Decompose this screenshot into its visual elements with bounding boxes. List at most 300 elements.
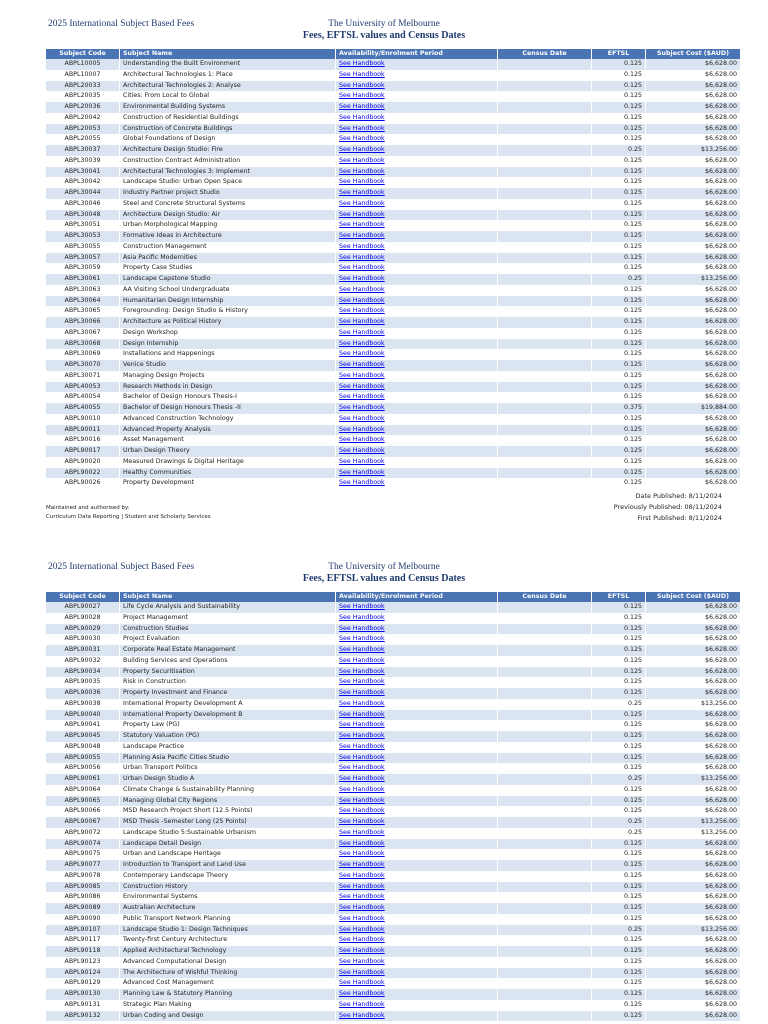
census-date-cell — [498, 339, 592, 350]
table-row — [46, 349, 741, 360]
availability-cell — [336, 710, 498, 721]
see-handbook-link[interactable]: See Handbook — [339, 957, 385, 965]
availability-cell — [336, 478, 498, 489]
subject-code-cell: ABPL20042 — [46, 113, 120, 124]
table-row — [46, 478, 741, 489]
subject-cost-cell: $6,628.00 — [646, 978, 741, 989]
see-handbook-link[interactable]: See Handbook — [339, 1011, 385, 1019]
see-handbook-link[interactable]: See Handbook — [339, 436, 385, 444]
subject-code-cell: ABPL40054 — [46, 392, 120, 403]
subject-name-cell: Building Services and Operations — [120, 656, 336, 667]
subject-code-cell: ABPL90077 — [46, 860, 120, 871]
table-row — [46, 989, 741, 1000]
census-date-cell — [498, 435, 592, 446]
see-handbook-link[interactable]: See Handbook — [339, 189, 385, 196]
subject-code-cell: ABPL30053 — [46, 231, 120, 242]
subject-code-cell: ABPL90030 — [46, 634, 120, 645]
subject-name-cell: Architectural Technologies 1: Place — [120, 70, 336, 81]
see-handbook-link[interactable]: See Handbook — [339, 979, 385, 987]
see-handbook-link[interactable]: See Handbook — [339, 689, 385, 696]
table-row — [46, 403, 741, 414]
see-handbook-link[interactable]: See Handbook — [339, 275, 385, 282]
see-handbook-link[interactable]: See Handbook — [339, 893, 385, 901]
see-handbook-link[interactable]: See Handbook — [339, 775, 385, 782]
availability-cell — [336, 731, 498, 742]
subject-name-cell: Introduction to Transport and Land Use — [120, 860, 336, 871]
subject-code-cell: ABPL30057 — [46, 253, 120, 264]
availability-cell — [336, 91, 498, 102]
subject-code-cell: ABPL30068 — [46, 339, 120, 350]
availability-cell — [336, 81, 498, 92]
table-row — [46, 306, 741, 317]
subject-name-cell: Environmental Systems — [120, 892, 336, 903]
table-row — [46, 59, 741, 70]
census-date-cell — [498, 710, 592, 721]
subject-cost-cell: $6,628.00 — [646, 849, 741, 860]
subject-cost-cell: $6,628.00 — [646, 360, 741, 371]
see-handbook-link[interactable]: See Handbook — [339, 296, 385, 304]
column-header-subject-name: Subject Name — [120, 592, 336, 602]
subject-cost-cell: $6,628.00 — [646, 435, 741, 446]
subject-name-cell: Contemporary Landscape Theory — [120, 871, 336, 882]
census-date-cell — [498, 263, 592, 274]
see-handbook-link[interactable]: See Handbook — [339, 414, 385, 422]
subject-name-cell: Advanced Property Analysis — [120, 425, 336, 436]
census-date-cell — [498, 457, 592, 468]
subject-cost-cell: $6,628.00 — [646, 742, 741, 753]
subject-name-cell: Property Development — [120, 478, 336, 489]
subject-code-cell: ABPL30071 — [46, 371, 120, 382]
subject-cost-cell: $6,628.00 — [646, 731, 741, 742]
census-date-cell — [498, 124, 592, 135]
see-handbook-link[interactable]: See Handbook — [339, 92, 385, 100]
document-subtitle: 2025 International Subject Based Fees — [48, 19, 195, 29]
census-date-cell — [498, 731, 592, 742]
eftsl-cell: 0.125 — [592, 1011, 646, 1022]
subject-code-cell: ABPL90040 — [46, 710, 120, 721]
subject-cost-cell: $6,628.00 — [646, 220, 741, 231]
census-date-cell — [498, 817, 592, 828]
subject-name-cell: Property Law (PG) — [120, 720, 336, 731]
table-row — [46, 978, 741, 989]
subject-code-cell: ABPL90027 — [46, 602, 120, 613]
subject-name-cell: Urban and Landscape Heritage — [120, 849, 336, 860]
subject-cost-cell: $6,628.00 — [646, 946, 741, 957]
see-handbook-link[interactable]: See Handbook — [339, 710, 385, 718]
table-row — [46, 753, 741, 764]
subject-code-cell: ABPL90090 — [46, 914, 120, 925]
availability-cell — [336, 828, 498, 839]
subject-cost-cell: $6,628.00 — [646, 91, 741, 102]
census-date-cell — [498, 371, 592, 382]
census-date-cell — [498, 699, 592, 710]
subject-cost-cell: $6,628.00 — [646, 1000, 741, 1011]
subject-name-cell: Architecture Design Studio: Fire — [120, 145, 336, 156]
subject-name-cell: AA Visiting School Undergraduate — [120, 285, 336, 296]
see-handbook-link[interactable]: See Handbook — [339, 447, 385, 454]
subject-code-cell: ABPL90031 — [46, 645, 120, 656]
see-handbook-link[interactable]: See Handbook — [339, 285, 385, 293]
subject-cost-cell: $6,628.00 — [646, 914, 741, 925]
see-handbook-link[interactable]: See Handbook — [339, 818, 385, 825]
see-handbook-link[interactable]: See Handbook — [339, 264, 385, 272]
table-row — [46, 677, 741, 688]
table-row — [46, 602, 741, 613]
census-date-cell — [498, 742, 592, 753]
see-handbook-link[interactable]: See Handbook — [339, 990, 385, 997]
subject-code-cell: ABPL20035 — [46, 91, 120, 102]
availability-cell — [336, 317, 498, 328]
availability-cell — [336, 339, 498, 350]
see-handbook-link[interactable]: See Handbook — [339, 210, 385, 218]
subject-cost-cell: $19,884.00 — [646, 403, 741, 414]
see-handbook-link[interactable]: See Handbook — [339, 221, 385, 229]
subject-code-cell: ABPL90022 — [46, 468, 120, 479]
census-date-cell — [498, 946, 592, 957]
table-row — [46, 903, 741, 914]
see-handbook-link[interactable]: See Handbook — [339, 613, 385, 621]
availability-cell — [336, 59, 498, 70]
eftsl-cell: 0.125 — [592, 457, 646, 468]
see-handbook-link[interactable]: See Handbook — [339, 468, 385, 476]
subject-name-cell: Global Foundations of Design — [120, 134, 336, 145]
subject-name-cell: Corporate Real Estate Management — [120, 645, 336, 656]
eftsl-cell: 0.125 — [592, 742, 646, 753]
subject-code-cell: ABPL30070 — [46, 360, 120, 371]
table-row — [46, 296, 741, 307]
census-date-cell — [498, 1000, 592, 1011]
see-handbook-link[interactable]: See Handbook — [339, 699, 385, 707]
census-date-cell — [498, 134, 592, 145]
subject-name-cell: Project Management — [120, 613, 336, 624]
see-handbook-link[interactable]: See Handbook — [339, 457, 385, 465]
census-date-cell — [498, 253, 592, 264]
census-date-cell — [498, 978, 592, 989]
eftsl-cell: 0.125 — [592, 59, 646, 70]
eftsl-cell: 0.125 — [592, 710, 646, 721]
table-row — [46, 785, 741, 796]
table-row — [46, 242, 741, 253]
see-handbook-link[interactable]: See Handbook — [339, 318, 385, 325]
availability-cell — [336, 167, 498, 178]
subject-name-cell: Planning Asia Pacific Cities Studio — [120, 753, 336, 764]
see-handbook-link[interactable]: See Handbook — [339, 1000, 385, 1008]
see-handbook-link[interactable]: See Handbook — [339, 882, 385, 890]
see-handbook-link[interactable]: See Handbook — [339, 904, 385, 911]
see-handbook-link[interactable]: See Handbook — [339, 947, 385, 954]
census-date-cell — [498, 989, 592, 1000]
see-handbook-link[interactable]: See Handbook — [339, 242, 385, 250]
subject-name-cell: Risk in Construction — [120, 677, 336, 688]
table-row — [46, 624, 741, 635]
subject-cost-cell: $6,628.00 — [646, 263, 741, 274]
subject-cost-cell: $6,628.00 — [646, 242, 741, 253]
column-header-subject-cost: Subject Cost ($AUD) — [646, 592, 741, 602]
census-date-cell — [498, 903, 592, 914]
subject-cost-cell: $6,628.00 — [646, 753, 741, 764]
census-date-cell — [498, 145, 592, 156]
see-handbook-link[interactable]: See Handbook — [339, 785, 385, 793]
subject-cost-cell: $13,256.00 — [646, 774, 741, 785]
subject-code-cell: ABPL30041 — [46, 167, 120, 178]
see-handbook-link[interactable]: See Handbook — [339, 113, 385, 121]
availability-cell — [336, 699, 498, 710]
see-handbook-link[interactable]: See Handbook — [339, 361, 385, 368]
see-handbook-link[interactable]: See Handbook — [339, 371, 385, 379]
eftsl-cell: 0.125 — [592, 263, 646, 274]
table-header-row — [46, 592, 741, 602]
subject-code-cell: ABPL30037 — [46, 145, 120, 156]
census-date-cell — [498, 220, 592, 231]
table-row — [46, 1000, 741, 1011]
subject-cost-cell: $6,628.00 — [646, 425, 741, 436]
see-handbook-link[interactable]: See Handbook — [339, 861, 385, 868]
availability-cell — [336, 242, 498, 253]
see-handbook-link[interactable]: See Handbook — [339, 753, 385, 761]
subject-name-cell: Asia Pacific Modernities — [120, 253, 336, 264]
see-handbook-link[interactable]: See Handbook — [339, 339, 385, 347]
availability-cell — [336, 634, 498, 645]
table-row — [46, 634, 741, 645]
see-handbook-link[interactable]: See Handbook — [339, 60, 385, 67]
see-handbook-link[interactable]: See Handbook — [339, 914, 385, 922]
see-handbook-link[interactable]: See Handbook — [339, 968, 385, 976]
table-row — [46, 134, 741, 145]
table-row — [46, 935, 741, 946]
see-handbook-link[interactable]: See Handbook — [339, 81, 385, 89]
availability-cell — [336, 839, 498, 850]
subject-cost-cell: $6,628.00 — [646, 134, 741, 145]
subject-code-cell: ABPL90117 — [46, 935, 120, 946]
see-handbook-link[interactable]: See Handbook — [339, 656, 385, 664]
subject-code-cell: ABPL90061 — [46, 774, 120, 785]
availability-cell — [336, 925, 498, 936]
subject-code-cell: ABPL90020 — [46, 457, 120, 468]
subject-code-cell: ABPL30059 — [46, 263, 120, 274]
availability-cell — [336, 285, 498, 296]
see-handbook-link[interactable]: See Handbook — [339, 307, 385, 315]
subject-name-cell: Life Cycle Analysis and Sustainability — [120, 602, 336, 613]
availability-cell — [336, 882, 498, 893]
see-handbook-link[interactable]: See Handbook — [339, 199, 385, 207]
see-handbook-link[interactable]: See Handbook — [339, 425, 385, 433]
subject-name-cell: Climate Change & Sustainability Planning — [120, 785, 336, 796]
see-handbook-link[interactable]: See Handbook — [339, 807, 385, 815]
availability-cell — [336, 656, 498, 667]
census-date-cell — [498, 167, 592, 178]
see-handbook-link[interactable]: See Handbook — [339, 232, 385, 239]
see-handbook-link[interactable]: See Handbook — [339, 925, 385, 933]
subject-code-cell: ABPL30067 — [46, 328, 120, 339]
availability-cell — [336, 156, 498, 167]
subject-name-cell: Advanced Computational Design — [120, 957, 336, 968]
subject-name-cell: Twenty-first Century Architecture — [120, 935, 336, 946]
availability-cell — [336, 892, 498, 903]
subject-cost-cell: $6,628.00 — [646, 317, 741, 328]
eftsl-cell: 0.25 — [592, 925, 646, 936]
eftsl-cell: 0.125 — [592, 624, 646, 635]
subject-cost-cell: $6,628.00 — [646, 1011, 741, 1022]
subject-code-cell: ABPL90078 — [46, 871, 120, 882]
see-handbook-link[interactable]: See Handbook — [339, 135, 385, 143]
subject-name-cell: Landscape Detail Design — [120, 839, 336, 850]
table-row — [46, 925, 741, 936]
see-handbook-link[interactable]: See Handbook — [339, 732, 385, 739]
subject-cost-cell: $6,628.00 — [646, 882, 741, 893]
see-handbook-link[interactable]: See Handbook — [339, 646, 385, 653]
census-date-cell — [498, 753, 592, 764]
see-handbook-link[interactable]: See Handbook — [339, 103, 385, 110]
eftsl-cell: 0.125 — [592, 328, 646, 339]
census-date-cell — [498, 478, 592, 489]
subject-code-cell: ABPL90034 — [46, 667, 120, 678]
see-handbook-link[interactable]: See Handbook — [339, 624, 385, 632]
see-handbook-link[interactable]: See Handbook — [339, 936, 385, 944]
eftsl-cell: 0.125 — [592, 177, 646, 188]
eftsl-cell: 0.125 — [592, 892, 646, 903]
column-header-census-date: Census Date — [498, 49, 592, 59]
eftsl-cell: 0.125 — [592, 242, 646, 253]
table-row — [46, 425, 741, 436]
subject-name-cell: Landscape Studio 5:Sustainable Urbanism — [120, 828, 336, 839]
see-handbook-link[interactable]: See Handbook — [339, 167, 385, 175]
see-handbook-link[interactable]: See Handbook — [339, 124, 385, 132]
subject-name-cell: The Architecture of Wishful Thinking — [120, 968, 336, 979]
table-row — [46, 124, 741, 135]
see-handbook-link[interactable]: See Handbook — [339, 603, 385, 610]
subject-code-cell: ABPL10005 — [46, 59, 120, 70]
subject-cost-cell: $6,628.00 — [646, 989, 741, 1000]
see-handbook-link[interactable]: See Handbook — [339, 828, 385, 836]
see-handbook-link[interactable]: See Handbook — [339, 764, 385, 772]
see-handbook-link[interactable]: See Handbook — [339, 839, 385, 847]
subject-code-cell: ABPL90065 — [46, 796, 120, 807]
subject-cost-cell: $6,628.00 — [646, 624, 741, 635]
see-handbook-link[interactable]: See Handbook — [339, 350, 385, 358]
see-handbook-link[interactable]: See Handbook — [339, 328, 385, 336]
subject-cost-cell: $6,628.00 — [646, 935, 741, 946]
eftsl-cell: 0.125 — [592, 634, 646, 645]
availability-cell — [336, 199, 498, 210]
subject-code-cell: ABPL40055 — [46, 403, 120, 414]
subject-cost-cell: $6,628.00 — [646, 328, 741, 339]
table-row — [46, 263, 741, 274]
subject-code-cell: ABPL30061 — [46, 274, 120, 285]
subject-name-cell: Urban Morphological Mapping — [120, 220, 336, 231]
table-row — [46, 882, 741, 893]
see-handbook-link[interactable]: See Handbook — [339, 742, 385, 750]
see-handbook-link[interactable]: See Handbook — [339, 667, 385, 675]
see-handbook-link[interactable]: See Handbook — [339, 796, 385, 804]
eftsl-cell: 0.125 — [592, 70, 646, 81]
table-row — [46, 796, 741, 807]
subject-code-cell: ABPL30066 — [46, 317, 120, 328]
eftsl-cell: 0.375 — [592, 403, 646, 414]
subject-cost-cell: $6,628.00 — [646, 785, 741, 796]
availability-cell — [336, 468, 498, 479]
availability-cell — [336, 774, 498, 785]
table-row — [46, 645, 741, 656]
see-handbook-link[interactable]: See Handbook — [339, 678, 385, 686]
eftsl-cell: 0.125 — [592, 188, 646, 199]
subject-code-cell: ABPL90124 — [46, 968, 120, 979]
subject-cost-cell: $6,628.00 — [646, 688, 741, 699]
availability-cell — [336, 210, 498, 221]
census-date-cell — [498, 602, 592, 613]
eftsl-cell: 0.125 — [592, 360, 646, 371]
subject-cost-cell: $6,628.00 — [646, 710, 741, 721]
availability-cell — [336, 328, 498, 339]
see-handbook-link[interactable]: See Handbook — [339, 253, 385, 261]
availability-cell — [336, 753, 498, 764]
subject-cost-cell: $6,628.00 — [646, 871, 741, 882]
see-handbook-link[interactable]: See Handbook — [339, 404, 385, 411]
census-date-cell — [498, 774, 592, 785]
census-date-cell — [498, 242, 592, 253]
table-row — [46, 199, 741, 210]
subject-name-cell: Project Evaluation — [120, 634, 336, 645]
see-handbook-link[interactable]: See Handbook — [339, 635, 385, 643]
subject-code-cell: ABPL20036 — [46, 102, 120, 113]
university-name: The University of Melbourne — [328, 19, 440, 29]
subject-code-cell: ABPL90010 — [46, 414, 120, 425]
availability-cell — [336, 382, 498, 393]
subject-cost-cell: $6,628.00 — [646, 414, 741, 425]
subject-name-cell: Healthy Communities — [120, 468, 336, 479]
see-handbook-link[interactable]: See Handbook — [339, 156, 385, 164]
subject-cost-cell: $6,628.00 — [646, 806, 741, 817]
eftsl-cell: 0.125 — [592, 220, 646, 231]
subject-name-cell: International Property Development B — [120, 710, 336, 721]
see-handbook-link[interactable]: See Handbook — [339, 70, 385, 78]
eftsl-cell: 0.125 — [592, 113, 646, 124]
table-row — [46, 253, 741, 264]
see-handbook-link[interactable]: See Handbook — [339, 721, 385, 729]
subject-code-cell: ABPL90123 — [46, 957, 120, 968]
see-handbook-link[interactable]: See Handbook — [339, 146, 385, 153]
see-handbook-link[interactable]: See Handbook — [339, 178, 385, 186]
subject-name-cell: Advanced Cost Management — [120, 978, 336, 989]
table-row — [46, 806, 741, 817]
subject-code-cell: ABPL90107 — [46, 925, 120, 936]
table-row — [46, 968, 741, 979]
subject-name-cell: Construction of Residential Buildings — [120, 113, 336, 124]
date-published: Date Published: 8/11/2024 — [635, 492, 722, 500]
table-row — [46, 656, 741, 667]
see-handbook-link[interactable]: See Handbook — [339, 393, 385, 401]
census-date-cell — [498, 645, 592, 656]
subject-code-cell: ABPL30048 — [46, 210, 120, 221]
eftsl-cell: 0.125 — [592, 613, 646, 624]
see-handbook-link[interactable]: See Handbook — [339, 871, 385, 879]
subject-code-cell: ABPL20053 — [46, 124, 120, 135]
table-row — [46, 285, 741, 296]
eftsl-cell: 0.125 — [592, 731, 646, 742]
availability-cell — [336, 860, 498, 871]
subject-name-cell: Construction of Concrete Buildings — [120, 124, 336, 135]
see-handbook-link[interactable]: See Handbook — [339, 479, 385, 487]
table-row — [46, 414, 741, 425]
table-row — [46, 468, 741, 479]
table-row — [46, 914, 741, 925]
subject-cost-cell: $6,628.00 — [646, 70, 741, 81]
document-page-2 — [0, 543, 768, 1024]
subject-code-cell: ABPL90041 — [46, 720, 120, 731]
table-row — [46, 731, 741, 742]
see-handbook-link[interactable]: See Handbook — [339, 382, 385, 390]
see-handbook-link[interactable]: See Handbook — [339, 850, 385, 858]
subject-cost-cell: $6,628.00 — [646, 167, 741, 178]
